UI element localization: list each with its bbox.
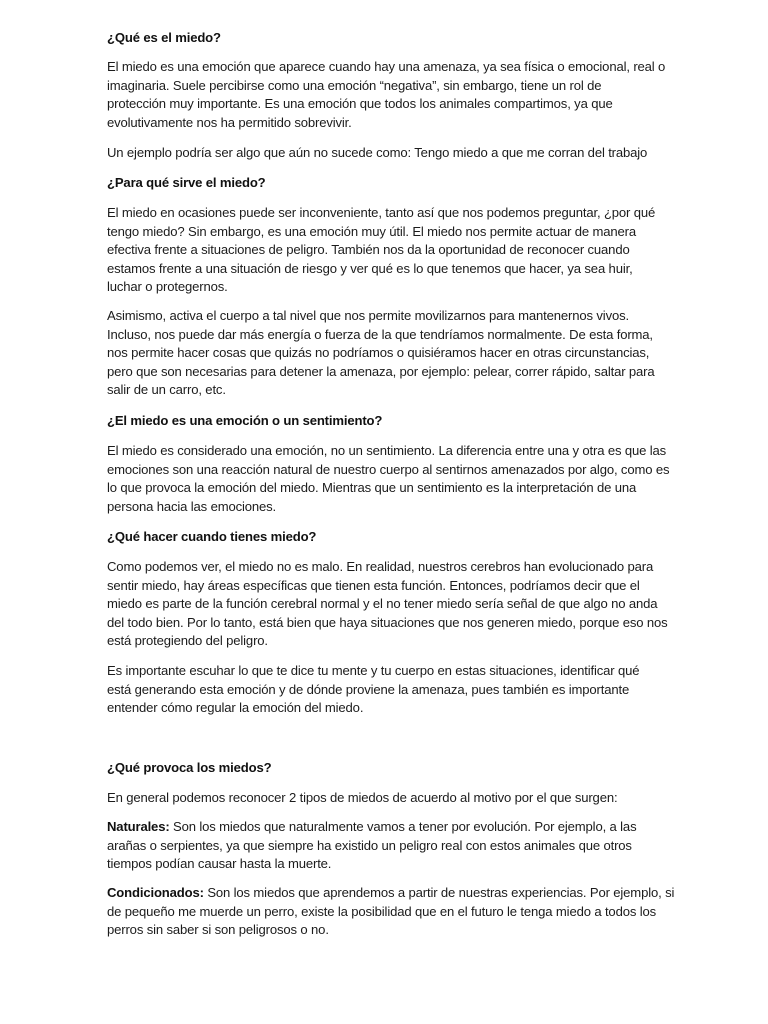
paragraph-line: En general podemos reconocer 2 tipos de miedos de acuerdo al motivo por el que surgen: <box>107 790 618 805</box>
paragraph-line: imaginaria. Suele percibirse como una emoción “negativa”, sin embargo, tiene un rol de <box>107 77 602 93</box>
paragraph-line: Asimismo, activa el cuerpo a tal nivel que nos permite movilizarnos para mantenernos vivos. <box>107 308 629 323</box>
definition-term: Naturales: <box>107 819 170 834</box>
definition-condicionados <box>107 884 675 940</box>
paragraph-line: pero que son necesarias para detener la amenaza, por ejemplo: pelear, correr rápido, saltar para <box>107 363 655 379</box>
paragraph-line: Incluso, nos puede dar más energía o fuerza de la que tendríamos normalmente. De esta forma, <box>107 326 653 342</box>
section-heading: ¿Para qué sirve el miedo? <box>107 175 266 190</box>
definition-first-line <box>107 818 667 837</box>
definition-line: tiempos podían causar hasta la muerte. <box>107 856 332 872</box>
paragraph <box>107 558 667 651</box>
paragraph-line: evolutivamente nos ha permitido sobrevivir. <box>107 114 352 130</box>
paragraph <box>107 789 667 808</box>
paragraph-line: salir de un carro, etc. <box>107 382 226 398</box>
definition-text: Son los miedos que naturalmente vamos a tener por evolución. Por ejemplo, a las <box>169 819 637 834</box>
definition-line: perros sin saber si son peligrosos o no. <box>107 922 329 938</box>
paragraph-line: efectiva frente a situaciones de peligro. También nos da la oportunidad de reconocer cuando <box>107 242 630 258</box>
definition-line: de pequeño me muerde un perro, existe la posibilidad que en el futuro le tenga miedo a todos los <box>107 903 657 919</box>
section-heading: ¿Qué es el miedo? <box>107 30 221 45</box>
paragraph-line: tengo miedo? Sin embargo, es una emoción muy útil. El miedo nos permite actuar de manera <box>107 223 637 239</box>
paragraph-line: nos permite hacer cosas que quizás no podríamos o quisiéramos hacer en otras circunstancias, <box>107 345 650 361</box>
paragraph-line: El miedo es una emoción que aparece cuando hay una amenaza, ya sea física o emocional, real o <box>107 59 666 74</box>
paragraph <box>107 204 667 297</box>
paragraph-line: El miedo es considerado una emoción, no un sentimiento. La diferencia entre una y otra es que las <box>107 443 667 458</box>
definition-text: Son los miedos que aprendemos a partir de nuestras experiencias. Por ejemplo, si <box>203 885 675 900</box>
paragraph-line: luchar o protegernos. <box>107 279 228 295</box>
paragraph-line: del todo bien. Por lo tanto, está bien que haya situaciones que nos generen miedo, porque eso nos <box>107 614 668 630</box>
paragraph-line: miedo es parte de la función cerebral normal y el no tener miedo sería señal de que algo no anda <box>107 596 658 612</box>
paragraph <box>107 144 667 163</box>
paragraph-line: emociones son una reacción natural de nuestro cuerpo al sentirnos amenazados por algo, como es <box>107 461 670 477</box>
paragraph-line: entender cómo regular la emoción del miedo. <box>107 700 364 716</box>
section-heading: ¿Qué hacer cuando tienes miedo? <box>107 529 317 544</box>
paragraph-line: lo que provoca la emoción del miedo. Mientras que un sentimiento es la interpretación de una <box>107 480 637 496</box>
paragraph-line: El miedo en ocasiones puede ser inconveniente, tanto así que nos podemos preguntar, ¿por qué <box>107 205 656 220</box>
paragraph <box>107 58 667 132</box>
section-heading: ¿Qué provoca los miedos? <box>107 760 272 775</box>
definition-line: arañas o serpientes, ya que siempre ha existido un peligro real con estos animales que otros <box>107 837 632 853</box>
paragraph <box>107 307 667 400</box>
paragraph-line: estamos frente a una situación de riesgo y ver qué es lo que tenemos que hacer, ya sea huir, <box>107 260 633 276</box>
paragraph <box>107 662 667 718</box>
definition-naturales <box>107 818 667 874</box>
paragraph-line: está protegiendo del peligro. <box>107 633 268 649</box>
paragraph-line: persona hacia las emociones. <box>107 498 277 514</box>
paragraph-line: sentir miedo, hay áreas específicas que tienen esta función. Entonces, podríamos decir que el <box>107 577 640 593</box>
paragraph-line: Es importante escuhar lo que te dice tu mente y tu cuerpo en estas situaciones, identificar qué <box>107 663 640 678</box>
paragraph-line: protección muy importante. Es una emoción que todos los animales compartimos, ya que <box>107 96 613 112</box>
definition-term: Condicionados: <box>107 885 204 900</box>
paragraph-line: Como podemos ver, el miedo no es malo. En realidad, nuestros cerebros han evolucionado para <box>107 559 654 574</box>
paragraph-line: está generando esta emoción y de dónde proviene la amenaza, pues también es importante <box>107 681 630 697</box>
definition-first-line <box>107 884 675 903</box>
paragraph-line: Un ejemplo podría ser algo que aún no sucede como: Tengo miedo a que me corran del trabajo <box>107 145 648 160</box>
section-heading: ¿El miedo es una emoción o un sentimiento? <box>107 413 383 428</box>
paragraph <box>107 442 670 516</box>
